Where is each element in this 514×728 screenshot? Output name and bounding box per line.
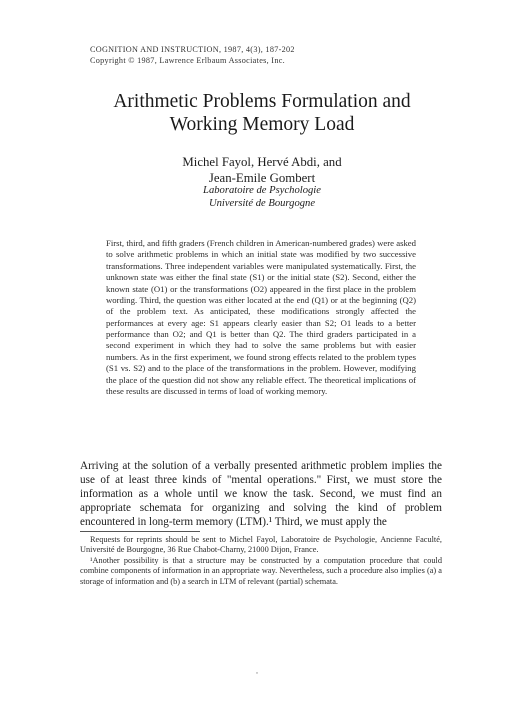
- body-paragraph: Arriving at the solution of a verbally presented arithmetic problem implies the use of at least three kinds of "mental operations." First, we must store the information as a whole until we know the task. Second, we must find an appropriate schemata for organizing and solving the kind of problem encountered in long-term memory (LTM).¹ Third, we must apply the: [80, 460, 442, 529]
- body-section: [80, 459, 442, 529]
- abstract-text: First, third, and fifth graders (French children in American-numbered grades) were asked to solve arithmetic problems in which an initial state was modified by two successive transformations. Three independent variables were manipulated systematically. First, the unknown state was either the final state (S1) or the initial state (S2). Second, either the known state (O1) or the transformations (O2) appeared in the first place in the problem wording. Third, the question was either located at the end (Q1) or at the beginning (Q2) of the problem text. As anticipated, these modifications strongly affected the performances at every age: S1 appears clearly easier than S2; O1 leads to a better performance than O2; and Q1 is better than Q2. The third graders participated in a second experiment in which they had to solve the same problems but with easier numbers. As in the first experiment, we found strong effects related to the problem types (S1 vs. S2) and to the place of the transformations in the problem. However, modifying the place of the question did not show any reliable effect. The theoretical implications of these results are discussed in terms of load of working memory.: [106, 238, 416, 396]
- affiliation-line-1: Laboratoire de Psychologie: [203, 185, 321, 196]
- journal-citation: COGNITION AND INSTRUCTION, 1987, 4(3), 187-202: [90, 45, 295, 54]
- authors-line-1: Michel Fayol, Hervé Abdi, and: [182, 155, 342, 169]
- authors-line-2: Jean-Emile Gombert: [208, 171, 316, 185]
- title-line-2: Working Memory Load: [169, 114, 355, 135]
- footnote-divider: [80, 531, 200, 532]
- journal-header: [90, 44, 390, 66]
- abstract: [106, 238, 416, 397]
- copyright-notice: Copyright © 1987, Lawrence Erlbaum Associates, Inc.: [90, 56, 286, 65]
- footnote-1: ¹Another possibility is that a structure may be constructed by a computation procedure that could combine components of information in an appropriate way. Nevertheless, such a procedure also implies (a) a storage of information and (b) a search in LTM of relevant (partial) schemata.: [80, 555, 442, 586]
- page-number: ·: [255, 668, 259, 678]
- affiliation: [60, 184, 464, 210]
- affiliation-line-2: Université de Bourgogne: [208, 198, 316, 209]
- title-line-1: Arithmetic Problems Formulation and: [113, 91, 411, 112]
- article-title: [60, 90, 464, 136]
- footnote-reprints: Requests for reprints should be sent to Michel Fayol, Laboratoire de Psychologie, Ancienne Faculté, Université de Bourgogne, 36 Rue Chabot-Charny, 21000 Dijon, France.: [80, 535, 442, 555]
- footnotes: [80, 535, 442, 587]
- author-list: [60, 154, 464, 186]
